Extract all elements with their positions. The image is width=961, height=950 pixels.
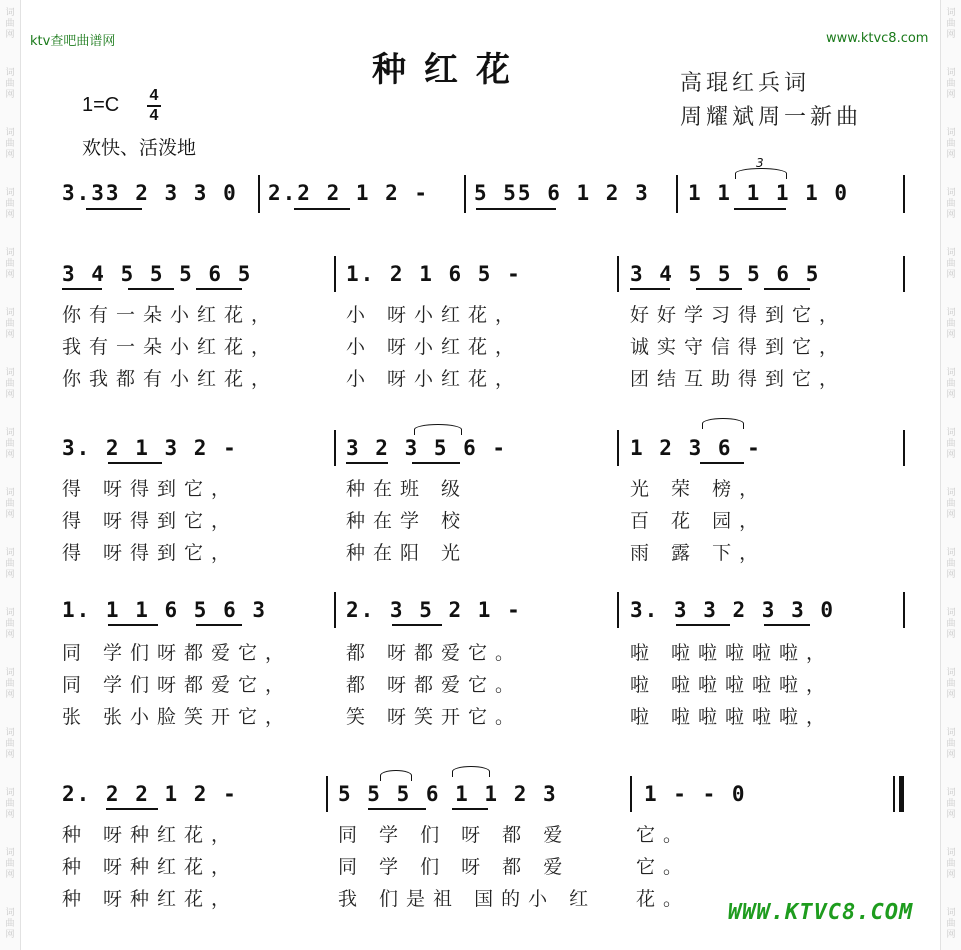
measure: 2.2 2 1 2 - — [268, 181, 430, 205]
slur — [414, 424, 462, 435]
lyric-line: 得 呀得到它， — [62, 542, 239, 564]
barline — [903, 256, 905, 292]
barline — [334, 592, 336, 628]
lyricist-credit: 高琨红兵词 — [680, 71, 811, 96]
side-watermark: 词曲网 — [5, 608, 15, 640]
lyric-line: 笑 呀笑开它。 — [346, 706, 523, 728]
site-watermark-left: ktv查吧曲谱网 — [30, 34, 116, 49]
underline — [294, 208, 350, 210]
barline — [258, 175, 260, 213]
side-watermark: 词曲网 — [5, 848, 15, 880]
underline — [128, 288, 174, 290]
lyric-line: 种在学 校 — [346, 510, 469, 532]
lyric-line: 小 呀小红花， — [346, 336, 523, 358]
lyric-line: 花。 — [636, 888, 691, 910]
right-margin-strip — [940, 0, 961, 950]
brand-logo: WWW.KTVC8.COM — [728, 900, 914, 925]
lyric-line: 我 们是祖 国的小 红 — [338, 888, 597, 910]
barline — [903, 430, 905, 466]
underline — [108, 462, 162, 464]
underline — [764, 288, 810, 290]
measure: 1 - - 0 — [644, 782, 747, 806]
underline — [696, 288, 742, 290]
lyric-line: 得 呀得到它， — [62, 478, 239, 500]
side-watermark: 词曲网 — [5, 308, 15, 340]
lyric-line: 小 呀小红花， — [346, 368, 523, 390]
side-watermark: 词曲网 — [946, 608, 956, 640]
lyric-line: 我有一朵小红花， — [62, 336, 279, 358]
lyric-line: 种 呀种红花， — [62, 824, 239, 846]
side-watermark: 词曲网 — [946, 908, 956, 940]
measure: 2. 2 2 1 2 - — [62, 782, 238, 806]
slur — [452, 766, 490, 777]
side-watermark: 词曲网 — [946, 428, 956, 460]
underline — [630, 288, 670, 290]
slur — [380, 770, 412, 781]
lyric-line: 雨 露 下， — [630, 542, 767, 564]
side-watermark: 词曲网 — [5, 728, 15, 760]
time-signature-bottom: 4 — [149, 107, 159, 124]
measure: 3 4 5 5 5 6 5 — [62, 262, 253, 286]
lyric-line: 啦 啦啦啦啦啦， — [630, 706, 834, 728]
final-barline-thin — [893, 776, 895, 812]
site-watermark-right: www.ktvc8.com — [826, 31, 929, 46]
side-watermark: 词曲网 — [5, 8, 15, 40]
barline — [334, 256, 336, 292]
time-signature-top: 4 — [149, 87, 159, 104]
barline — [903, 592, 905, 628]
underline — [346, 462, 388, 464]
side-watermark: 词曲网 — [5, 908, 15, 940]
side-watermark: 词曲网 — [5, 68, 15, 100]
slur — [702, 418, 744, 429]
lyric-line: 同 学 们 呀 都 爱 — [338, 824, 571, 846]
side-watermark: 词曲网 — [946, 248, 956, 280]
side-watermark: 词曲网 — [946, 68, 956, 100]
side-watermark: 词曲网 — [946, 548, 956, 580]
side-watermark: 词曲网 — [5, 548, 15, 580]
side-watermark: 词曲网 — [946, 368, 956, 400]
song-title: 种红花 — [372, 50, 528, 90]
lyric-line: 种 呀种红花， — [62, 888, 239, 910]
measure: 3. 2 1 3 2 - — [62, 436, 238, 460]
lyric-line: 张 张小脸笑开它， — [62, 706, 293, 728]
underline — [764, 624, 810, 626]
side-watermark: 词曲网 — [946, 308, 956, 340]
composer-credit: 周耀斌周一新曲 — [680, 105, 863, 130]
measure: 3. 3 3 2 3 3 0 — [630, 598, 836, 622]
barline — [617, 430, 619, 466]
barline — [326, 776, 328, 812]
underline — [676, 624, 730, 626]
lyric-line: 同 学们呀都爱它， — [62, 674, 293, 696]
lyric-line: 你有一朵小红花， — [62, 304, 279, 326]
measure: 1 2 3 6 - — [630, 436, 762, 460]
lyric-line: 都 呀都爱它。 — [346, 674, 523, 696]
underline — [734, 208, 786, 210]
measure: 1. 1 1 6 5 6 3 — [62, 598, 268, 622]
underline — [700, 462, 744, 464]
triplet-number: 3 — [756, 156, 764, 170]
underline — [412, 462, 460, 464]
side-watermark: 词曲网 — [5, 248, 15, 280]
lyric-line: 好好学习得到它， — [630, 304, 847, 326]
final-barline-thick — [899, 776, 904, 812]
lyric-line: 光 荣 榜， — [630, 478, 767, 500]
measure: 3 2 3 5 6 - — [346, 436, 508, 460]
side-watermark: 词曲网 — [5, 668, 15, 700]
barline — [676, 175, 678, 213]
lyric-line: 都 呀都爱它。 — [346, 642, 523, 664]
lyric-line: 团结互助得到它， — [630, 368, 847, 390]
side-watermark: 词曲网 — [946, 728, 956, 760]
lyric-line: 同 学们呀都爱它， — [62, 642, 293, 664]
measure: 5 5 5 6 1 1 2 3 — [338, 782, 558, 806]
measure: 1 1 1 1 1 0 — [688, 181, 850, 205]
side-watermark: 词曲网 — [5, 428, 15, 460]
barline — [630, 776, 632, 812]
measure: 1. 2 1 6 5 - — [346, 262, 522, 286]
lyric-line: 百 花 园， — [630, 510, 767, 532]
time-signature — [147, 88, 161, 124]
lyric-line: 它。 — [636, 856, 691, 878]
underline — [452, 808, 488, 810]
underline — [108, 624, 158, 626]
side-watermark: 词曲网 — [946, 668, 956, 700]
left-margin-strip — [0, 0, 21, 950]
underline — [106, 808, 158, 810]
side-watermark: 词曲网 — [5, 368, 15, 400]
side-watermark: 词曲网 — [5, 788, 15, 820]
side-watermark: 词曲网 — [5, 188, 15, 220]
underline — [62, 288, 102, 290]
tempo-marking: 欢快、活泼地 — [82, 137, 197, 159]
side-watermark: 词曲网 — [946, 188, 956, 220]
barline — [617, 592, 619, 628]
underline — [196, 288, 242, 290]
lyric-line: 你我都有小红花， — [62, 368, 279, 390]
underline — [368, 808, 426, 810]
lyric-line: 种在阳 光 — [346, 542, 469, 564]
measure: 3.33 2 3 3 0 — [62, 181, 238, 205]
barline — [334, 430, 336, 466]
lyric-line: 它。 — [636, 824, 691, 846]
lyric-line: 诚实守信得到它， — [630, 336, 847, 358]
measure: 5 55 6 1 2 3 — [474, 181, 650, 205]
measure: 3 4 5 5 5 6 5 — [630, 262, 821, 286]
lyric-line: 种 呀种红花， — [62, 856, 239, 878]
side-watermark: 词曲网 — [5, 128, 15, 160]
underline — [196, 624, 242, 626]
lyric-line: 种在班 级 — [346, 478, 469, 500]
barline — [617, 256, 619, 292]
barline — [464, 175, 466, 213]
underline — [86, 208, 142, 210]
side-watermark: 词曲网 — [946, 8, 956, 40]
underline — [392, 624, 442, 626]
barline — [903, 175, 905, 213]
side-watermark: 词曲网 — [946, 848, 956, 880]
lyric-line: 啦 啦啦啦啦啦， — [630, 642, 834, 664]
lyric-line: 得 呀得到它， — [62, 510, 239, 532]
side-watermark: 词曲网 — [946, 128, 956, 160]
underline — [476, 208, 556, 210]
measure: 2. 3 5 2 1 - — [346, 598, 522, 622]
side-watermark: 词曲网 — [5, 488, 15, 520]
side-watermark: 词曲网 — [946, 488, 956, 520]
lyric-line: 同 学 们 呀 都 爱 — [338, 856, 571, 878]
lyric-line: 小 呀小红花， — [346, 304, 523, 326]
side-watermark: 词曲网 — [946, 788, 956, 820]
lyric-line: 啦 啦啦啦啦啦， — [630, 674, 834, 696]
key-signature: 1=C — [82, 94, 120, 116]
